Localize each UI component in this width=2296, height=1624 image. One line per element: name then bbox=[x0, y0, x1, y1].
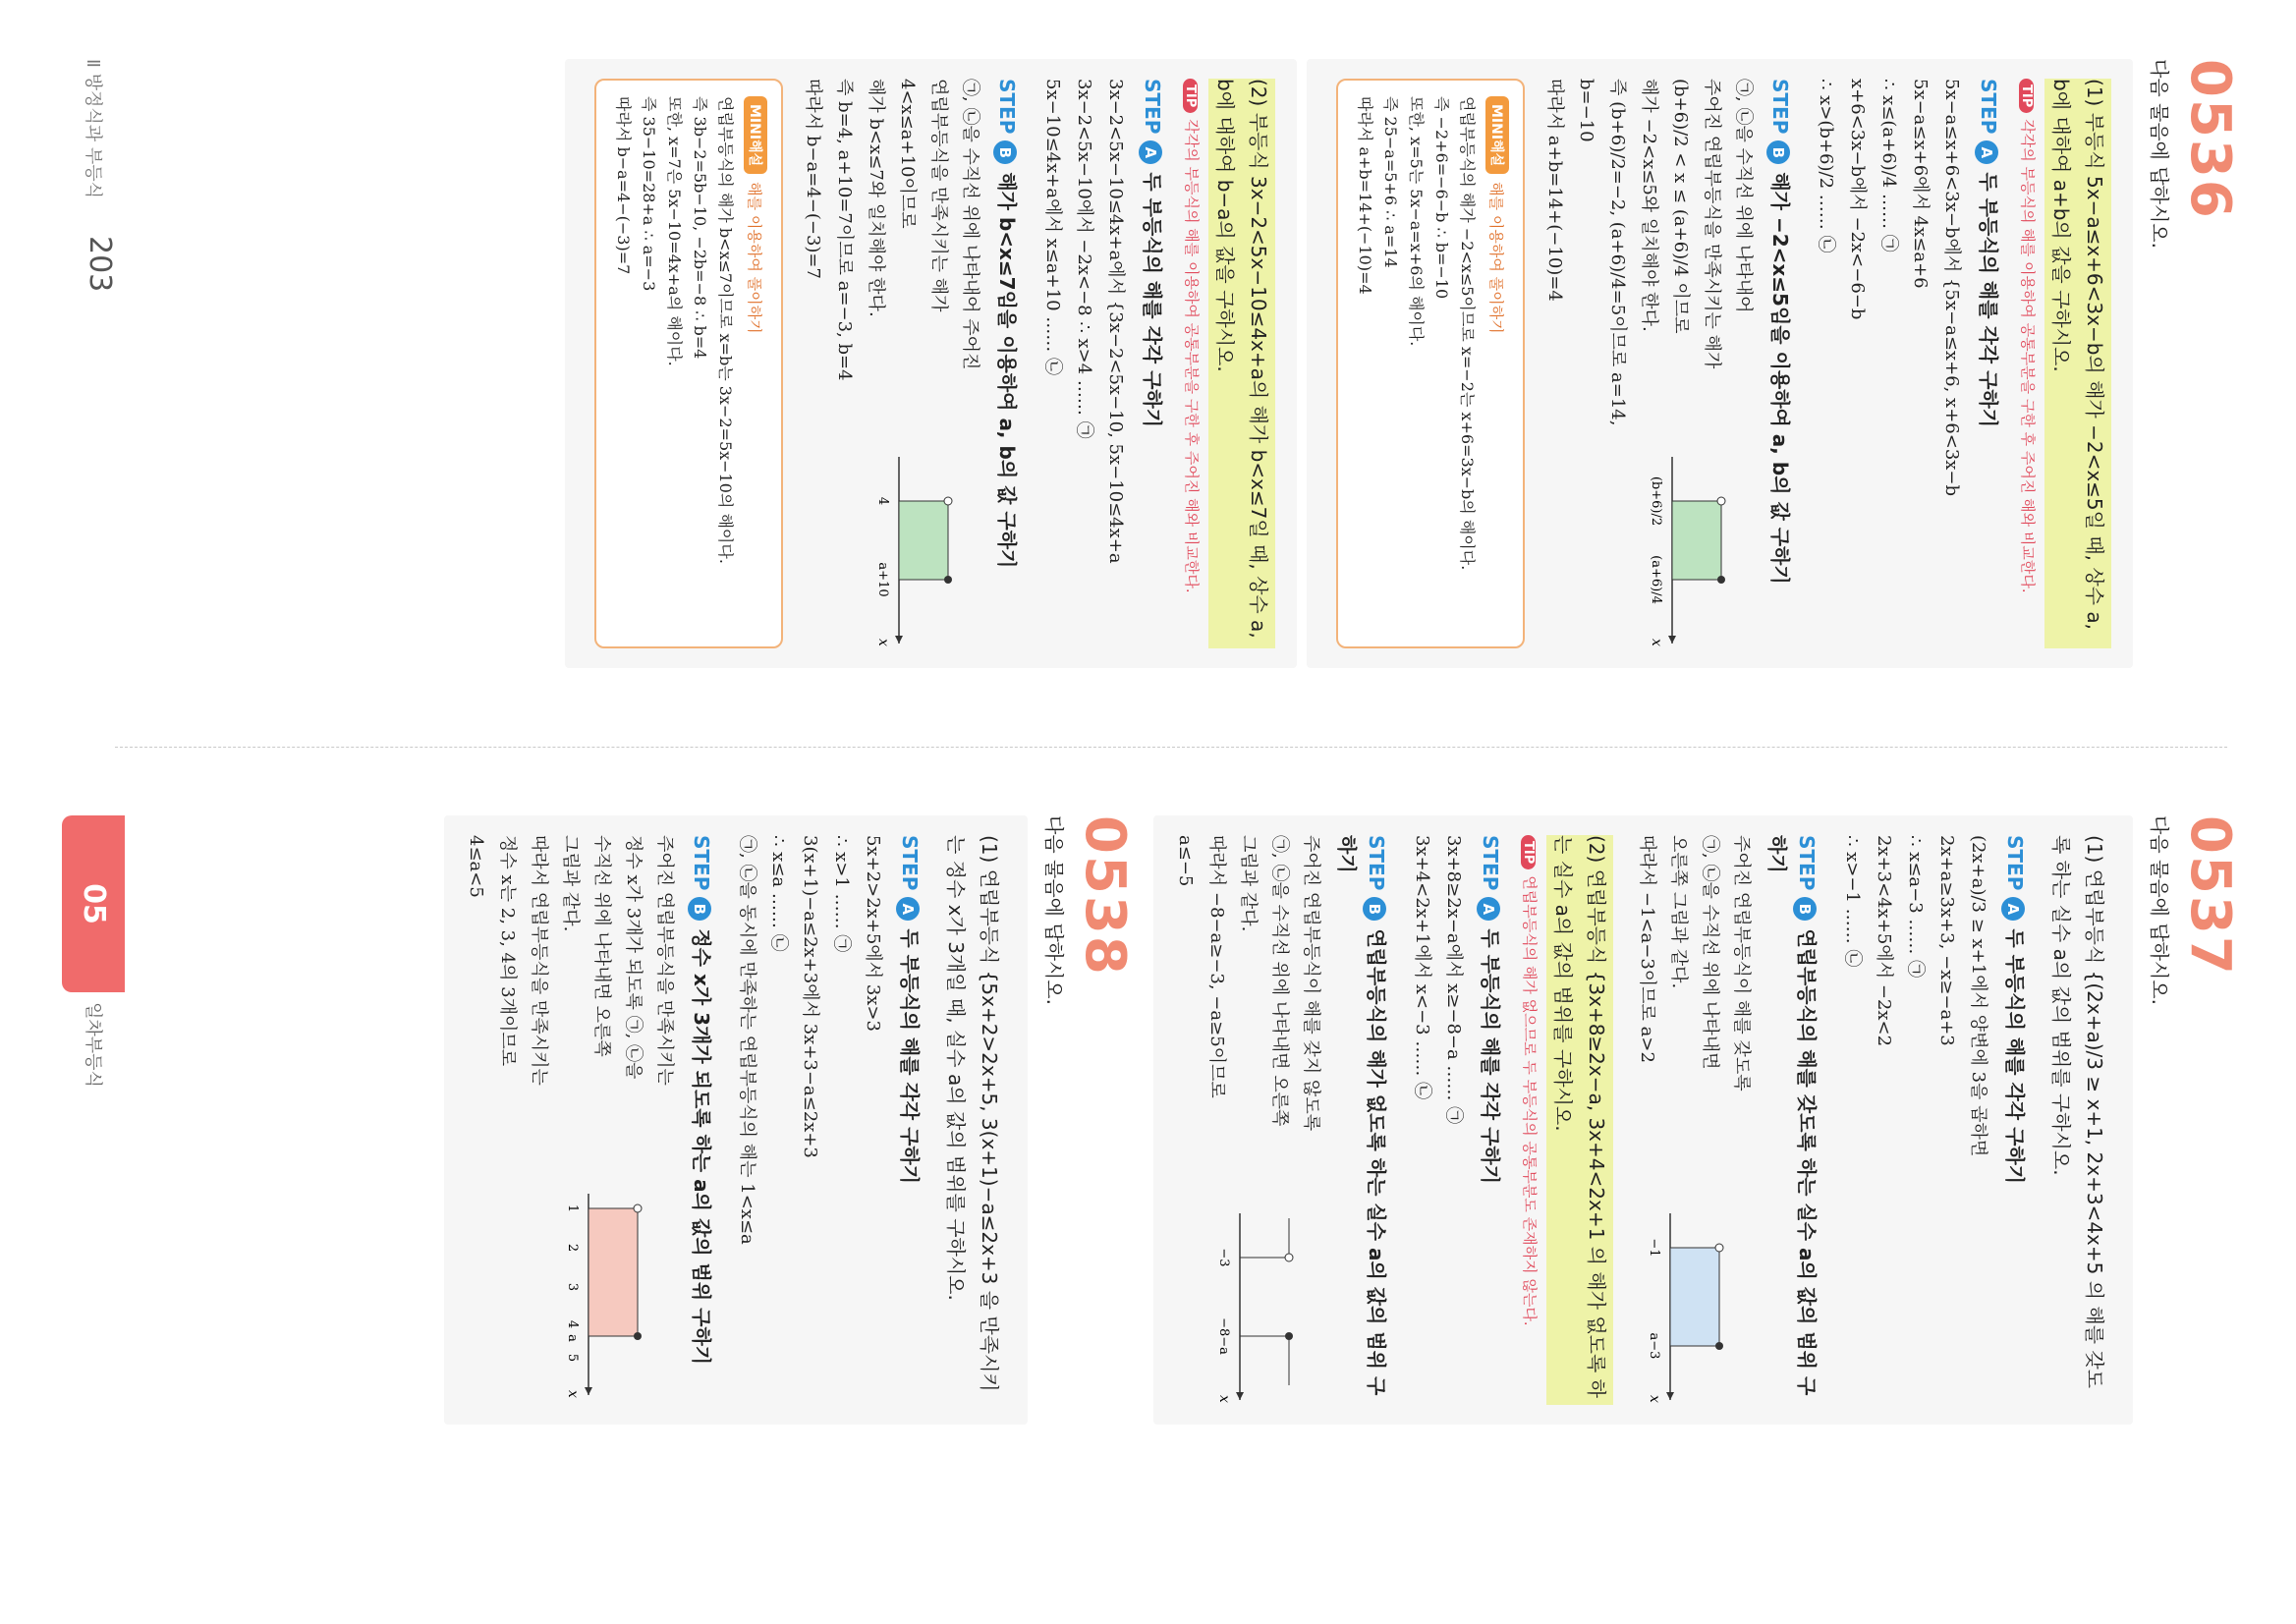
tick-label: a+10 bbox=[875, 562, 890, 597]
tick-label: a bbox=[565, 1334, 580, 1342]
step-line: ∴ x>−1 …… ㉡ bbox=[1842, 835, 1863, 968]
number-line bbox=[554, 1189, 672, 1405]
section-name: Ⅱ 방정식과 부등식 bbox=[83, 59, 103, 199]
step-title: 정수 x가 3개가 되도록 하는 a의 값의 범위 구하기 bbox=[690, 928, 713, 1366]
step-line: ∴ x≤a−3 …… ㉠ bbox=[1905, 835, 1926, 979]
mini-line: 또한, x=5는 5x−a=x+6의 해이다. bbox=[1407, 96, 1426, 347]
step-line: 수직선 위에 나타내면 오른쪽 bbox=[591, 835, 612, 1057]
problem-0537 bbox=[444, 815, 2242, 1425]
tip-text: 연립부등식의 해가 없으므로 두 부등식의 공통부분도 존재하지 않는다. bbox=[1521, 875, 1539, 1326]
problem-number: 0537 bbox=[2178, 815, 2242, 977]
mini-line: 또한, x=7은 5x−10=4x+a의 해이다. bbox=[665, 96, 684, 366]
step-line: a≤−5 bbox=[1175, 835, 1196, 887]
step-line: 따라서 −8−a≥−3, −a≥5이므로 bbox=[1206, 835, 1227, 1098]
step-line: ㉠, ㉡을 동시에 만족하는 연립부등식의 해는 1<x≤a bbox=[737, 835, 757, 1245]
step-line: 2x+3<4x+5에서 −2x<2 bbox=[1874, 835, 1894, 1047]
step-line: ㉠, ㉡을 수직선 위에 나타내어 bbox=[1733, 79, 1754, 313]
step-line: 2x+a≥3x+3, −x≥−a+3 bbox=[1936, 835, 1957, 1046]
step-title: 연립부등식의 해를 갖도록 하는 실수 a의 값의 범위 구하기 bbox=[1765, 835, 1819, 1396]
step-title: 두 부등식의 해를 각각 구하기 bbox=[2003, 928, 2027, 1185]
question-1: (1) 부등식 5x−a≤x+6<3x−b의 해가 −2<x≤5일 때, 상수 a, b에 대하여 a+b의 값을 구하시오. bbox=[2044, 79, 2111, 648]
step-line: 연립부등식을 만족시키는 해가 bbox=[928, 79, 949, 312]
step-line: ∴ x>1 …… ㉠ bbox=[831, 835, 852, 953]
axis-label: x bbox=[1649, 639, 1664, 646]
mini-title: 해를 이용하여 풀이하기 bbox=[746, 182, 764, 334]
step-title: 해가 b<x≤7임을 이용하여 a, b의 값 구하기 bbox=[995, 172, 1019, 569]
step-line: 즉 (b+6)/2=−2, (a+6)/4=5이므로 a=14, b=−10 bbox=[1576, 79, 1628, 426]
axis-label: x bbox=[565, 1390, 581, 1398]
step-line: 따라서 −1<a−3이므로 a>2 bbox=[1637, 835, 1657, 1063]
mini-badge: MINI해설 bbox=[744, 96, 767, 174]
step-line: 5x−10≤4x+a에서 x≤a+10 …… ㉡ bbox=[1042, 79, 1063, 375]
step-line: ㉠, ㉡을 수직선 위에 나타내면 bbox=[1700, 835, 1720, 1070]
tick-label: (a+6)/4 bbox=[1649, 555, 1663, 604]
problem-0536 bbox=[565, 59, 2242, 668]
step-line: 해가 b<x≤7와 일치해야 한다. bbox=[866, 79, 886, 317]
mini-line: 따라서 b−a=4−(−3)=7 bbox=[614, 96, 633, 275]
step-title: 두 부등식의 해를 각각 구하기 bbox=[1977, 172, 2000, 428]
question-2: (2) 연립부등식 {3x+8≥2x−a, 3x+4<2x+1 의 해가 없도록 하는 실수 a의 값의 범위를 구하시오. bbox=[1546, 835, 1613, 1405]
tick-label: −3 bbox=[1216, 1248, 1231, 1267]
step-line: 주어진 연립부등식이 해를 갖도록 bbox=[1731, 835, 1752, 1092]
step-line: x+6<3x−b에서 −2x<−6−b bbox=[1847, 79, 1868, 320]
step-title: 연립부등식의 해가 없도록 하는 실수 a의 값의 범위 구하기 bbox=[1335, 835, 1388, 1396]
number-line bbox=[869, 452, 978, 648]
tick-label: 1 bbox=[565, 1204, 580, 1213]
step-line: 주어진 연립부등식을 만족시키는 bbox=[654, 835, 675, 1086]
solution-0536-2 bbox=[565, 59, 1297, 668]
solution-0537-1 bbox=[1153, 815, 2133, 1425]
tick-label: (b+6)/2 bbox=[1649, 476, 1663, 527]
step-a: STEP A두 부등식의 해를 각각 구하기 bbox=[898, 835, 922, 1185]
tick-label: −8−a bbox=[1216, 1317, 1231, 1355]
step-a: STEP A두 부등식의 해를 각각 구하기 bbox=[2003, 835, 2027, 1185]
step-line: 정수 x가 3개가 되도록 ㉠, ㉡을 bbox=[623, 835, 644, 1080]
step-line: ㉠, ㉡을 수직선 위에 나타내면 오른쪽 bbox=[1269, 835, 1290, 1127]
page-footer bbox=[46, 0, 154, 1624]
mini-line: 연립부등식의 해가 −2<x≤5이므로 x=−2는 x+6=3x−b의 해이다. bbox=[1458, 96, 1477, 571]
step-title: 두 부등식의 해를 각각 구하기 bbox=[898, 928, 922, 1185]
step-b: STEP B연립부등식의 해를 갖도록 하는 실수 a의 값의 범위 구하기 bbox=[1765, 835, 1819, 1396]
tip: TIP각각의 부등식의 해를 이용하여 공통부분을 구한 후 주어진 해와 비교한다. bbox=[2018, 79, 2039, 648]
step-line: 3x−2<5x−10≤4x+a에서 {3x−2<5x−10, 5x−10≤4x+a bbox=[1105, 79, 1126, 564]
question-1: (1) 연립부등식 {5x+2>2x+5, 3(x+1)−a≤2x+3 을 만족시키는 정수 x가 3개일 때, 실수 a의 값의 범위를 구하시오. bbox=[944, 835, 1001, 1392]
step-line: ∴ x≤(a+6)/4 …… ㉠ bbox=[1878, 79, 1899, 252]
mini-line: 즉 −2+6=−6−b ∴ b=−10 bbox=[1432, 96, 1451, 300]
step-line: 3x−2<5x−10에서 −2x<−8 ∴ x>4 …… ㉠ bbox=[1074, 79, 1094, 439]
tick-label: 2 bbox=[565, 1243, 580, 1253]
step-title: 두 부등식의 해를 각각 구하기 bbox=[1141, 172, 1164, 428]
axis-label: x bbox=[1216, 1395, 1232, 1403]
step-line: 따라서 b−a=4−(−3)=7 bbox=[803, 79, 823, 279]
tick-label: a−3 bbox=[1647, 1332, 1661, 1360]
mini-line: 연립부등식의 해가 b<x≤7이므로 x=b는 3x−2=5x−10의 해이다. bbox=[716, 96, 735, 564]
tip-text: 각각의 부등식의 해를 이용하여 공통부분을 구한 후 주어진 해와 비교한다. bbox=[1183, 119, 1201, 593]
mini-title: 해를 이용하여 풀이하기 bbox=[1487, 182, 1506, 334]
mini-line: 즉 25−a=5+6 ∴ a=14 bbox=[1381, 96, 1400, 268]
tick-label: 4 bbox=[565, 1319, 580, 1329]
problem-number: 0536 bbox=[2178, 59, 2242, 220]
mini-line: 즉 3b−2=5b−10, −2b=−8 ∴ b=4 bbox=[691, 96, 709, 360]
step-b: STEP B정수 x가 3개가 되도록 하는 a의 값의 범위 구하기 bbox=[690, 835, 713, 1366]
step-line: 5x−a≤x+6<3x−b에서 {5x−a≤x+6, x+6<3x−b bbox=[1941, 79, 1962, 497]
tip: TIP연립부등식의 해가 없으므로 두 부등식의 공통부분도 존재하지 않는다. bbox=[1520, 835, 1540, 1405]
step-line: ∴ x>(b+6)/2 …… ㉡ bbox=[1816, 79, 1836, 253]
step-line: 따라서 a+b=14+(−10)=4 bbox=[1544, 79, 1565, 302]
step-line: 즉 b=4, a+10=7이므로 a=−3, b=4 bbox=[834, 79, 855, 381]
mini-solution bbox=[1336, 79, 1525, 648]
step-line: (b+6)/2 < x ≤ (a+6)/4 이므로 bbox=[1670, 79, 1691, 334]
step-b: STEP B해가 −2<x≤5임을 이용하여 a, b의 값 구하기 bbox=[1768, 79, 1792, 585]
step-line: 5x+2>2x+5에서 3x>3 bbox=[863, 835, 883, 1032]
step-b: STEP B연립부등식의 해가 없도록 하는 실수 a의 값의 범위 구하기 bbox=[1335, 835, 1388, 1396]
step-line: 따라서 연립부등식을 만족시키는 bbox=[529, 835, 549, 1086]
mini-line: 즉 35−10=28+a ∴ a=−3 bbox=[640, 96, 658, 292]
tick-label: 5 bbox=[565, 1353, 580, 1363]
tip: TIP각각의 부등식의 해를 이용하여 공통부분을 구한 후 주어진 해와 비교한다. bbox=[1182, 79, 1203, 648]
column-divider bbox=[115, 747, 2227, 748]
step-line: ∴ x≤a …… ㉡ bbox=[768, 835, 789, 952]
step-line: 3x+8≥2x−a에서 x≥−8−a …… ㉠ bbox=[1443, 835, 1464, 1125]
step-line: 그림과 같다. bbox=[560, 835, 581, 932]
chapter-title: 일차부등식 bbox=[83, 1002, 103, 1088]
number-line bbox=[1210, 1208, 1318, 1405]
problem-0538 bbox=[444, 815, 1137, 1425]
step-line: 3x+4<2x+1에서 x<−3 …… ㉡ bbox=[1412, 835, 1432, 1100]
mini-solution bbox=[594, 79, 783, 648]
step-line: 오른쪽 그림과 같다. bbox=[1668, 835, 1689, 989]
page-number: 203 bbox=[83, 236, 117, 293]
mini-badge: MINI해설 bbox=[1485, 96, 1509, 174]
step-line: 4≤a<5 bbox=[466, 835, 486, 898]
problem-intro: 다음 물음에 답하시오. bbox=[2148, 59, 2171, 249]
step-line: 정수 x는 2, 3, 4의 3개이므로 bbox=[497, 835, 518, 1067]
solution-0538-1 bbox=[444, 815, 1028, 1425]
problem-intro: 다음 물음에 답하시오. bbox=[1042, 815, 1066, 1005]
step-a: STEP A두 부등식의 해를 각각 구하기 bbox=[1977, 79, 2000, 428]
number-line bbox=[1643, 452, 1751, 648]
step-line: 그림과 같다. bbox=[1238, 835, 1259, 932]
question-1: (1) 연립부등식 {(2x+a)/3 ≥ x+1, 2x+3<4x+5 의 해를 갖도록 하는 실수 a의 값의 범위를 구하시오. bbox=[2049, 835, 2106, 1389]
mini-line: 따라서 a+b=14+(−10)=4 bbox=[1356, 96, 1374, 295]
step-line: (2x+a)/3 ≥ x+1에서 양변에 3을 곱하면 bbox=[1968, 835, 1988, 1157]
step-a: STEP A두 부등식의 해를 각각 구하기 bbox=[1479, 835, 1502, 1185]
step-line: 4<x≤a+10이므로 bbox=[897, 79, 918, 229]
problem-intro: 다음 물음에 답하시오. bbox=[2148, 815, 2171, 1005]
step-a: STEP A두 부등식의 해를 각각 구하기 bbox=[1141, 79, 1164, 428]
step-title: 두 부등식의 해를 각각 구하기 bbox=[1479, 928, 1502, 1185]
problem-number: 0538 bbox=[1073, 815, 1137, 977]
solution-0536-1 bbox=[1307, 59, 2133, 668]
tick-label: 4 bbox=[875, 496, 890, 506]
step-line: 3(x+1)−a≤2x+3에서 3x+3−a≤2x+3 bbox=[800, 835, 820, 1158]
tick-label: 3 bbox=[565, 1282, 580, 1292]
step-line: 해가 −2<x≤5와 일치해야 한다. bbox=[1639, 79, 1659, 332]
question-2: (2) 부등식 3x−2<5x−10≤4x+a의 해가 b<x≤7일 때, 상수 a, b에 대하여 b−a의 값을 구하시오. bbox=[1208, 79, 1275, 648]
step-line: 주어진 연립부등식을 만족시키는 해가 bbox=[1702, 79, 1722, 369]
step-b: STEP B해가 b<x≤7임을 이용하여 a, b의 값 구하기 bbox=[995, 79, 1019, 569]
tip-text: 각각의 부등식의 해를 이용하여 공통부분을 구한 후 주어진 해와 비교한다. bbox=[2019, 119, 2037, 593]
chapter-tab: 05 bbox=[62, 815, 125, 992]
step-line: 주어진 연립부등식이 해를 갖지 않도록 bbox=[1301, 835, 1321, 1132]
step-line: 5x−a≤x+6에서 4x≤a+6 bbox=[1910, 79, 1931, 289]
axis-label: x bbox=[875, 639, 891, 646]
axis-label: x bbox=[1647, 1395, 1662, 1403]
tick-label: −1 bbox=[1647, 1238, 1661, 1258]
step-line: ㉠, ㉡을 수직선 위에 나타내어 주어진 bbox=[960, 79, 980, 370]
number-line bbox=[1641, 1208, 1749, 1405]
step-title: 해가 −2<x≤5임을 이용하여 a, b의 값 구하기 bbox=[1768, 172, 1792, 585]
